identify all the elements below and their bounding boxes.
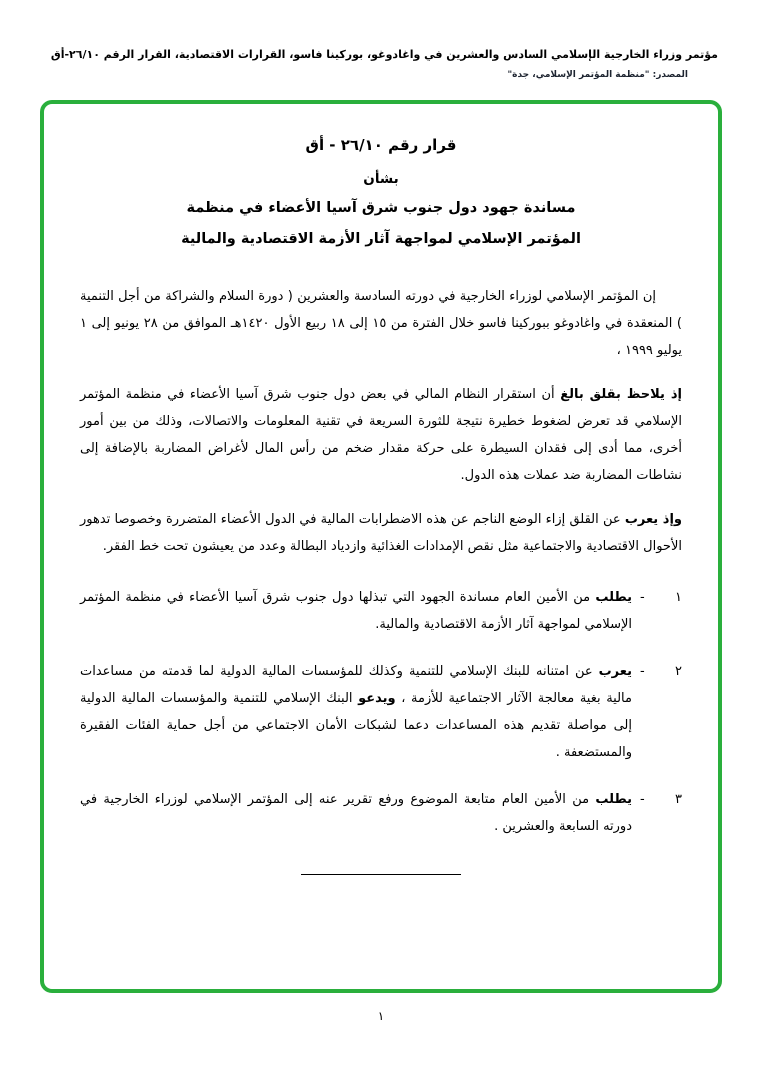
resolution-subject-line2: المؤتمر الإسلامي لمواجهة آثار الأزمة الاقتصادية والمالية	[181, 231, 581, 247]
item-text	[80, 584, 632, 638]
paragraph-expressing	[80, 506, 682, 560]
item-number	[632, 658, 682, 766]
item-dash: -	[640, 664, 645, 679]
paragraph-text: عن القلق إزاء الوضع الناجم عن هذه الاضطرابات المالية في الدول الأعضاء المتضررة وخصوصا تدهور الأحوال الاقتصادية والاجتماعية مثل نقص الإمدادات الغذائية وازدياد البطالة وعدد من يعيشون تحت خط الفقر.	[80, 512, 682, 554]
item-lead: يطلب	[595, 792, 632, 807]
paragraph-preamble	[80, 283, 682, 364]
resolution-item-2	[80, 658, 682, 766]
header-source	[36, 70, 718, 80]
source-label: المصدر:	[652, 70, 688, 80]
page-header	[0, 0, 762, 80]
resolution-subject-line1: مساندة جهود دول جنوب شرق آسيا الأعضاء في منظمة	[186, 200, 576, 216]
resolution-about-label: بشأن	[363, 171, 399, 187]
item-lead: يطلب	[595, 590, 633, 605]
resolution-item-1	[80, 584, 682, 638]
resolution-title: قرار رقم ٢٦/١٠ - أق	[305, 136, 457, 154]
paragraph-lead: وإذ يعرب	[624, 512, 682, 527]
item-dash: -	[640, 792, 645, 807]
source-value: "منظمة المؤتمر الإسلامي، جدة"	[507, 70, 650, 80]
paragraph-lead: إذ يلاحظ بقلق بالغ	[560, 387, 682, 402]
item-body: من الأمين العام مساندة الجهود التي تبذلها دول جنوب شرق آسيا الأعضاء في منظمة المؤتمر الإسلامي لمواجهة آثار الأزمة الاقتصادية والمالية.	[80, 590, 632, 632]
resolution-body	[80, 283, 682, 875]
item-body: من الأمين العام متابعة الموضوع ورفع تقرير عنه إلى المؤتمر الإسلامي لوزراء الخارجية في دورته السابعة والعشرين .	[80, 792, 632, 834]
resolution-item-3	[80, 786, 682, 840]
paragraph-text: أن استقرار النظام المالي في بعض دول جنوب شرق آسيا الأعضاء في منظمة المؤتمر الإسلامي قد تعرض لضغوط خطيرة نتيجة للثورة السريعة في تقنية المعلومات والاتصالات، وذلك من بين أمور أخرى، مما أدى إلى فقدان السيطرة على حركة مقدار ضخم من رأس المال لأغراض المضاربة بالإضافة إلى نشاطات المضاربة ضد عملات هذه الدول.	[80, 387, 682, 483]
item-number	[632, 584, 682, 638]
item-number-digit: ٢	[675, 664, 682, 679]
item-number	[632, 786, 682, 840]
item-number-digit: ١	[675, 590, 682, 605]
item-text	[80, 658, 632, 766]
item-lead-secondary: ويدعو	[358, 691, 396, 706]
page-number: ١	[377, 1009, 385, 1023]
paragraph-noting	[80, 381, 682, 489]
item-number-digit: ٣	[675, 792, 682, 807]
item-body: عن امتنانه للبنك الإسلامي للتنمية وكذلك للمؤسسات المالية الدولية لما قدمته من مساعدات مالية بغية معالجة الآثار الاجتماعية للأزمة ،	[80, 664, 632, 706]
resolution-items	[80, 584, 682, 840]
item-text	[80, 786, 632, 840]
resolution-frame	[40, 100, 722, 993]
paragraph-text: إن المؤتمر الإسلامي لوزراء الخارجية في دورته السادسة والعشرين ( دورة السلام والشراكة من أجل التنمية ) المنعقدة في واغادوغو ببوركينا فاسو خلال الفترة من ١٥ إلى ١٨ ربيع الأول ١٤٢٠هـ الموافق من ٢٨ يونيو إلى ١ يوليو ١٩٩٩ ،	[80, 289, 682, 358]
end-divider	[301, 874, 461, 875]
item-lead: يعرب	[598, 664, 632, 679]
header-citation: مؤتمر وزراء الخارجية الإسلامي السادس والعشرين في واغادوغو، بوركينا فاسو، القرارات الاقتصادية، القرار الرقم ٢٦/١٠-أق	[50, 48, 718, 61]
item-dash: -	[640, 590, 645, 605]
item-body-secondary: البنك الإسلامي للتنمية والمؤسسات المالية الدولية إلى مواصلة تقديم هذه المساعدات دعما لشبكات الأمان الاجتماعي من أجل حماية الفئات الفقيرة والمستضعفة .	[80, 691, 632, 760]
